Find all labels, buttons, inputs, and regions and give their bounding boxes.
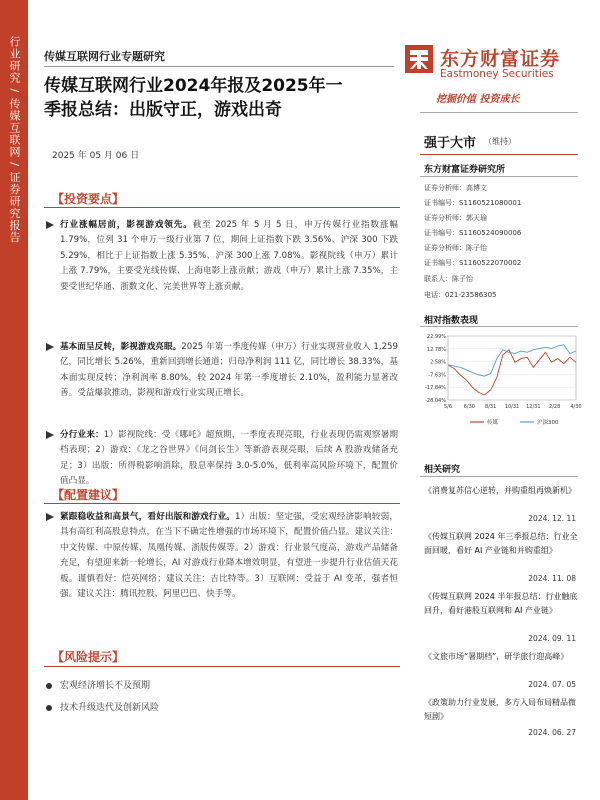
x-tick-label: 12/31 (526, 404, 541, 410)
rating: 强于大市 (424, 136, 477, 151)
analyst-line: 证书编号：S1160522070002 (424, 259, 522, 267)
related-item[interactable]: 《政策助力行业发展，多方入局布局精品微短剧》 (424, 698, 576, 721)
series-line-传媒 (448, 350, 576, 395)
x-tick-label: 6/30 (463, 404, 475, 410)
y-tick-label: 22.99% (426, 334, 446, 340)
slogan: 挖掘价值 投资成长 (436, 94, 520, 105)
list-item (46, 340, 398, 402)
logo-name-cn: 东方财富证券 (440, 48, 561, 70)
divider (420, 154, 578, 155)
legend-label: 传媒 (487, 420, 499, 426)
related-item[interactable]: 《传媒互联网 2024 半年报总结：行业触底回升，看好港股互联网和 AI 产业链》 (424, 592, 578, 615)
y-tick-label: 2.58% (430, 359, 446, 366)
related-item[interactable]: 《消费复苏信心逆转，并购重组再焕新机》 (424, 486, 576, 495)
analyst-line: 联系人：陈子怡 (424, 275, 473, 283)
risk-item (46, 678, 150, 691)
report-date: 2025 年 05 月 06 日 (52, 151, 140, 161)
bullet-icon (46, 343, 54, 351)
x-tick-label: 10/31 (504, 404, 520, 410)
related-item[interactable]: 《文旅市场“暑期档”，研学旅行迎高峰》 (424, 652, 569, 661)
y-tick-label: -17.84% (425, 385, 446, 392)
divider (420, 326, 578, 327)
x-tick-label: 4/30 (570, 404, 582, 410)
divider (420, 176, 578, 177)
risk-text: 宏观经济增长不及预期 (60, 681, 151, 691)
item-lead: 分行业来： (60, 430, 104, 440)
item-lead: 基本面呈反转，影视游戏亮眼。 (60, 342, 182, 352)
item-body: 截至 2025 年 5 月 5 日，申万传媒行业指数涨幅 1.79%，位列 31 个申万一级行业第 7 位，期间上证指数下跌 3.56%、沪深 300 下跌 5.29%，相比于上证指数上涨 5.35%、沪深 300上涨 7.08%。影视院线（申万）累计上涨 7.79%，主要受光线传媒、上海电影上涨贡献；游戏（申万）累计上涨 7.35%，主要受世纪华通、浙数文化、完美世界等上涨贡献。 (60, 220, 398, 292)
logo-name-en: Eastmoney Securities (440, 68, 554, 80)
item-body: 1）影视院线：受《哪吒》超预期，一季度表现亮眼，行业表现仍需观察暑期档表现；2）游戏：《龙之谷世界》《问剑长生》等新游表现亮眼，后续 A 股游戏储备充足；3）出版：所得税影响消除，股息率保持 3.0-5.0%，低利率高风险环境下，配置价值凸显。 (60, 430, 398, 487)
bullet-icon (46, 431, 54, 439)
analyst-line: 证券分析师：郭天瑜 (424, 214, 487, 222)
analyst-line: 证券分析师：高博文 (424, 184, 487, 192)
y-tick-label: -28.04% (425, 398, 446, 404)
x-tick-label: 5/6 (443, 404, 453, 410)
institute-name: 东方财富证券研究所 (424, 165, 506, 175)
page-title (44, 74, 394, 122)
series-line-沪深300 (448, 345, 576, 376)
x-tick-label: 8/31 (485, 404, 497, 410)
item-lead: 紧跟稳收益和高景气，看好出版和游戏行业。 (60, 512, 236, 522)
y-tick-label: 12.78% (426, 346, 446, 353)
section-heading-investment: 【投资要点】 (52, 192, 125, 206)
title-line-2: 季报总结：出版守正，游戏出奇 (44, 100, 282, 120)
item-lead: 行业涨幅居前，影视游戏领先。 (60, 220, 193, 230)
relative-index-chart (420, 330, 580, 434)
section-heading-allocation: 【配置建议】 (52, 488, 125, 502)
related-title: 相关研究 (424, 465, 461, 475)
analyst-line: 证书编号：S1160521080001 (424, 199, 522, 207)
list-item (46, 218, 398, 295)
bullet-icon (46, 705, 52, 711)
bullet-icon (46, 683, 52, 689)
divider (44, 66, 394, 67)
analyst-line: 证券分析师：陈子怡 (424, 244, 487, 252)
section-divider (44, 666, 400, 667)
x-tick-label: 2/28 (549, 404, 561, 410)
related-date: 2024. 07. 05 (528, 680, 576, 689)
list-item (46, 510, 398, 602)
bullet-icon (46, 513, 54, 521)
related-date: 2024. 12. 11 (528, 514, 576, 523)
related-date: 2024. 06. 27 (528, 728, 576, 737)
item-body: 1）出版：坚定强，受宏观经济影响较弱，具有高红利高股息特点，在当下不确定性增强的市场环境下，配置价值凸显。建议关注：中文传媒、中原传媒、凤凰传媒、浙版传媒等。2）游戏：行业景气度高，游戏产品储备充足，有望迎来新一轮增长，AI 对游戏行业降本增效明显，有望进一步提升行业估值天花板。谨慎看好：恺英网络；建议关注：吉比特等。3）互联网：受益于 AI 变革，强者恒强。建议关注：腾讯控股、阿里巴巴、快手等。 (60, 512, 398, 600)
analyst-line: 电话：021-23586305 (424, 291, 497, 299)
y-tick-label: -7.63% (428, 372, 446, 379)
analyst-line: 证书编号：S1160524090006 (424, 229, 522, 237)
legend-label: 沪深300 (537, 420, 559, 426)
risk-item (46, 700, 159, 713)
related-date: 2024. 09. 11 (528, 634, 576, 643)
plot-area (448, 336, 576, 400)
chart-title: 相对指数表现 (424, 316, 479, 326)
section-divider (44, 503, 400, 504)
divider (420, 476, 578, 477)
list-item (46, 428, 398, 490)
risk-text: 技术升级迭代及创新风险 (60, 703, 160, 713)
related-date: 2024. 11. 08 (528, 574, 576, 583)
side-band-text: 行业研究 / 传媒互联网 / 证券研究报告 (8, 36, 21, 244)
title-line-1: 传媒互联网行业2024年报及2025年一 (44, 76, 343, 96)
section-divider (44, 207, 400, 208)
section-heading-risk: 【风险提示】 (52, 650, 125, 664)
rating-note: （维持） (484, 137, 516, 146)
item-body: 2025 年第一季度传媒（申万）行业实现营业收入 1,259 亿，同比增长 5.26%，重新回到增长通道；归母净利润 111 亿，同比增长 38.33%，基本面实现反转；净利润率 8.80%，较 2024 年第一季度增长 2.10%，盈利能力显著改善。受益爆款推动，影视和游戏行业实现正增长。 (60, 342, 398, 399)
bullet-icon (46, 221, 54, 229)
eastmoney-logo-icon (404, 44, 434, 74)
report-type: 传媒互联网行业专题研究 (44, 50, 165, 63)
related-item[interactable]: 《传媒互联网 2024 年三季报总结：行业全面回暖，看好 AI 产业链和并购重组》 (424, 532, 578, 555)
side-band (0, 0, 28, 800)
divider (420, 112, 578, 113)
